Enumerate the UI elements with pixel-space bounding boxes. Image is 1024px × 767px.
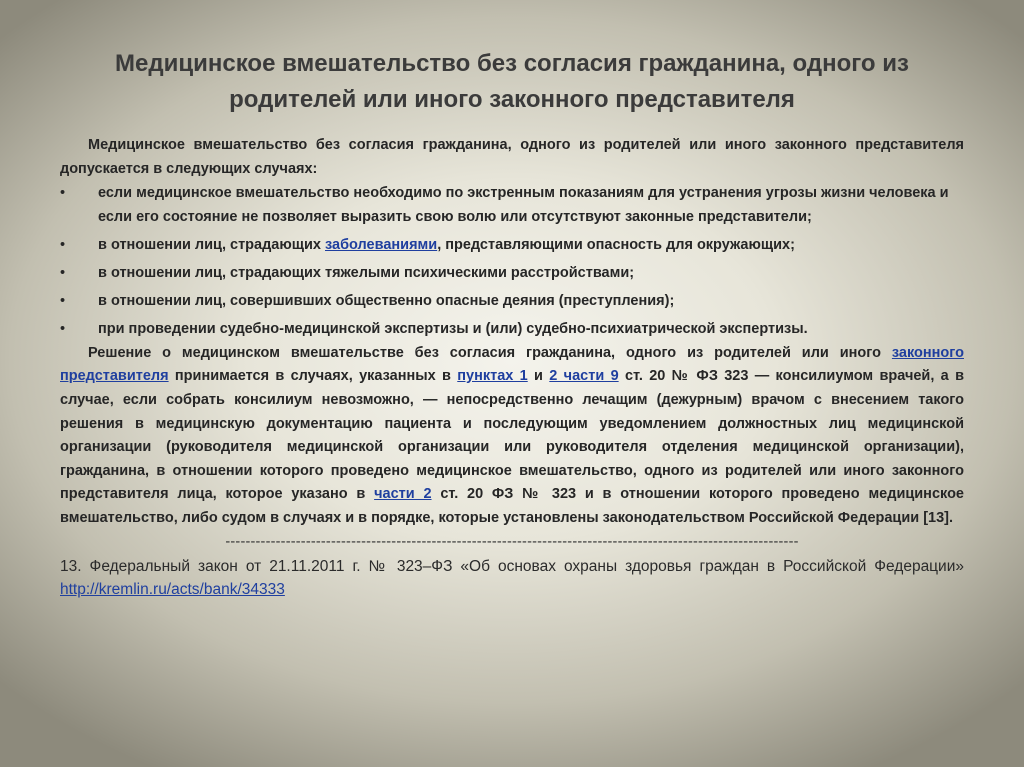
points-1-link[interactable]: пунктах 1 [457, 368, 528, 385]
case-list [60, 182, 964, 342]
list-item [60, 234, 964, 258]
bullet-icon: • [60, 264, 66, 281]
list-item-text: если медицинское вмешательство необходимо по экстренным показаниям для устранения угрозы жизни человека и если его состояние не позволяет выразить свою волю или отсутствуют законные представители; [98, 185, 949, 225]
footnote: 13. Федеральный закон от 21.11.2011 г. № 323–ФЗ «Об основах охраны здоровья граждан в Российской Федерации» http://kremlin.ru/acts/bank/34333 [60, 557, 964, 598]
bullet-icon: • [60, 321, 66, 338]
list-item-text: при проведении судебно-медицинской экспертизы и (или) судебно-психиатрической экспертизы. [98, 321, 808, 338]
decision-paragraph: Решение о медицинском вмешательстве без согласия гражданина, одного из родителей или иного законного представителя принимается в случаях, указанных в пунктах 1 и 2 части 9 ст. 20 № ФЗ 323 — консилиумом врачей, а в случае, если собрать консилиум невозможно, — непосредственно лечащим (дежурным) врачом с внесением такого решения в медицинскую документацию пациента и последующим уведомлением должностных лиц медицинской организации (руководителя медицинской организации или руководителя отделения медицинской организации), гражданина, в отношении которого проведено медицинское вмешательство, одного из родителей или иного законного представителя лица, которое указано в части 2 ст. 20 ФЗ № 323 и в отношении которого проведено медицинское вмешательство, либо судом в случаях и в порядке, которые установлены законодательством Российской Федерации [13]. [60, 344, 964, 526]
part-2-link[interactable]: части 2 [374, 486, 432, 503]
bullet-icon: • [60, 185, 66, 202]
list-item [60, 262, 964, 286]
slide-body [60, 134, 964, 601]
bullet-icon: • [60, 293, 66, 310]
footnote-separator: ------------------------------------------------------------------------------------------------------------------ [225, 533, 799, 550]
intro-paragraph: Медицинское вмешательство без согласия гражданина, одного из родителей или иного законного представителя допускается в следующих случаях: [60, 137, 964, 177]
diseases-link[interactable]: заболеваниями [325, 236, 438, 253]
kremlin-url-link[interactable]: http://kremlin.ru/acts/bank/34333 [60, 580, 285, 598]
list-item-text: в отношении лиц, страдающих тяжелыми психическими расстройствами; [98, 264, 635, 281]
legal-representative-link[interactable]: законного представителя [60, 344, 964, 385]
list-item [60, 290, 964, 314]
list-item-text: в отношении лиц, страдающих заболеваниями, представляющими опасность для окружающих; [98, 236, 795, 253]
list-item [60, 318, 964, 342]
bullet-icon: • [60, 236, 66, 253]
list-item-text: в отношении лиц, совершивших общественно опасные деяния (преступления); [98, 293, 675, 310]
list-item [60, 182, 964, 229]
part-9-link[interactable]: 2 части 9 [549, 368, 619, 385]
slide-title: Медицинское вмешательство без согласия гражданина, одного из родителей или иного законного представителя [115, 50, 909, 113]
